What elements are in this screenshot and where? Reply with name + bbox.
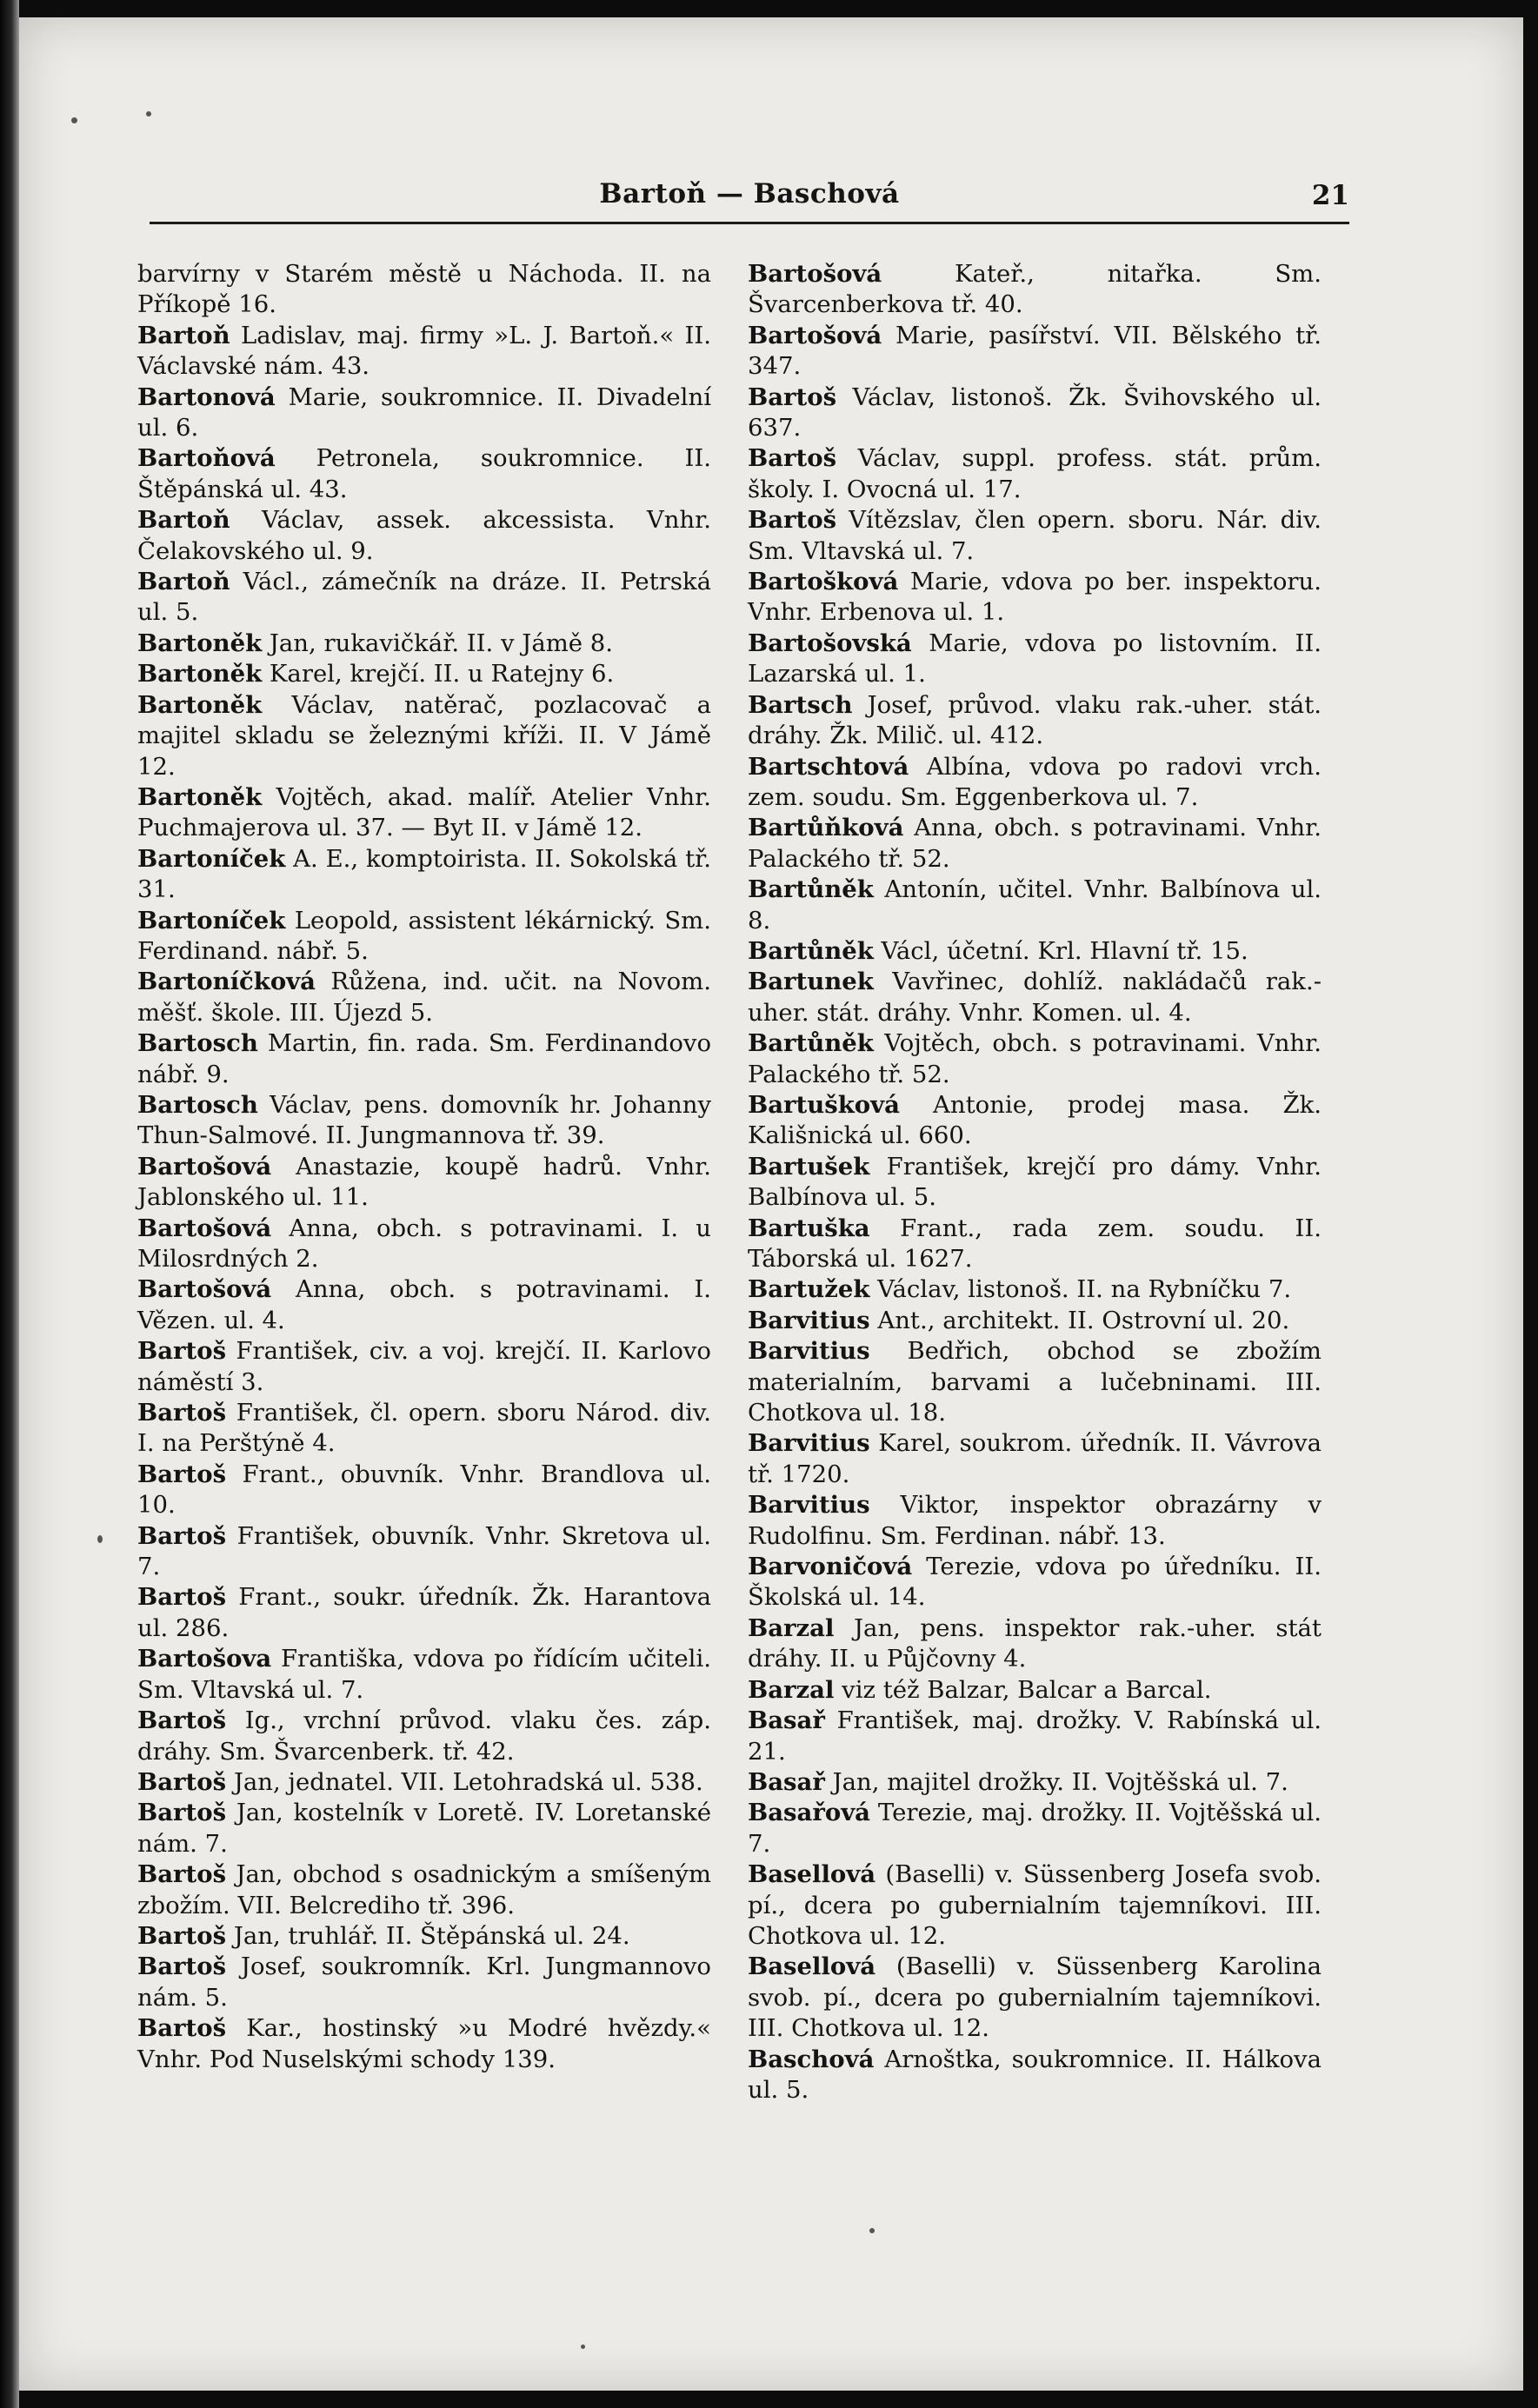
entry-surname: Bartoš bbox=[137, 2014, 227, 2043]
entry-surname: Bartoš bbox=[137, 1460, 227, 1488]
entry-surname: Bartoš bbox=[137, 1767, 227, 1796]
entry-surname: Barvitius bbox=[748, 1337, 870, 1366]
directory-entry bbox=[748, 1798, 1322, 1859]
entry-details: Antonie, prodej masa. Žk. Kališnická ul. 660. bbox=[748, 1090, 1322, 1150]
entry-surname: Bartoňová bbox=[137, 444, 276, 473]
entry-details: Karel, krejčí. II. u Ratejny 6. bbox=[262, 660, 615, 688]
entry-surname: Bartoníček bbox=[137, 844, 286, 873]
book-spine-shadow bbox=[0, 0, 19, 2408]
entry-surname: Bartůněk bbox=[748, 1029, 874, 1058]
directory-entry bbox=[137, 1460, 711, 1521]
entry-details: Arnoštka, soukromnice. II. Hálkova ul. 5. bbox=[748, 2045, 1322, 2104]
entry-details: Vavřinec, dohlíž. nakládačů rak.-uher. stát. dráhy. Vnhr. Komen. ul. 4. bbox=[748, 968, 1322, 1027]
entry-details: Leopold, assistent lékárnický. Sm. Ferdinand. nábř. 5. bbox=[137, 906, 711, 965]
entry-surname: Bartoš bbox=[137, 1337, 227, 1366]
entry-details: František, čl. opern. sboru Národ. div. I. na Perštýně 4. bbox=[137, 1399, 711, 1458]
entry-surname: Bartschtová bbox=[748, 752, 909, 781]
directory-entry bbox=[137, 629, 711, 659]
entry-surname: Bartsch bbox=[748, 690, 853, 719]
entry-surname: Bartoníčková bbox=[137, 968, 316, 996]
directory-entry bbox=[137, 1952, 711, 2013]
dust-speck bbox=[146, 111, 151, 116]
entry-surname: Bartušková bbox=[748, 1090, 900, 1119]
entry-surname: Basařová bbox=[748, 1799, 870, 1827]
entry-surname: Bartošová bbox=[748, 321, 882, 349]
directory-entry bbox=[137, 1214, 711, 1275]
entry-details: Václav, listonoš. Žk. Švihovského ul. 637. bbox=[748, 382, 1322, 442]
entry-surname: Bartoš bbox=[137, 1952, 227, 1981]
directory-entry bbox=[137, 2013, 711, 2075]
directory-entry bbox=[748, 321, 1322, 382]
entry-surname: Bartoš bbox=[137, 1921, 227, 1950]
entry-details: Kar., hostinský »u Modré hvězdy.« Vnhr. Pod Nuselskými schody 139. bbox=[137, 2014, 711, 2073]
directory-entry bbox=[137, 505, 711, 567]
directory-entry bbox=[748, 2045, 1322, 2106]
directory-entry bbox=[748, 1336, 1322, 1428]
entry-surname: Bartůněk bbox=[748, 875, 874, 904]
entry-details: Václ., zámečník na dráze. II. Petrská ul. 5. bbox=[137, 568, 711, 627]
entry-details: (Baselli) v. Süssenberg Josefa svob. pí., dcera po gubernialním tajemníkovi. III. Chotkova ul. 12. bbox=[748, 1860, 1322, 1950]
entry-details: Petronela, soukromnice. II. Štěpánská ul. 43. bbox=[137, 444, 711, 503]
entry-details: Viktor, inspektor obrazárny v Rudolfinu. Sm. Ferdinan. nábř. 13. bbox=[748, 1491, 1322, 1550]
entry-details: Antonín, učitel. Vnhr. Balbínova ul. 8. bbox=[748, 875, 1322, 935]
entry-surname: Bartušek bbox=[748, 1152, 870, 1181]
directory-entry bbox=[137, 1152, 711, 1214]
entry-surname: Bartužek bbox=[748, 1275, 870, 1304]
directory-entry bbox=[137, 1398, 711, 1460]
entry-surname: Bartoš bbox=[748, 382, 837, 411]
entry-surname: Bartoš bbox=[137, 1706, 227, 1735]
directory-entry bbox=[137, 782, 711, 844]
directory-entry bbox=[137, 321, 711, 382]
entry-details: Albína, vdova po radovi vrch. zem. soudu. Sm. Eggenberkova ul. 7. bbox=[748, 752, 1322, 811]
entry-surname: Bartoň bbox=[137, 506, 230, 535]
directory-entry bbox=[748, 1428, 1322, 1490]
directory-entry bbox=[137, 967, 711, 1028]
entry-details: Václav, pens. domovník hr. Johanny Thun-Salmové. II. Jungmannova tř. 39. bbox=[137, 1090, 711, 1150]
entry-details: Františka, vdova po řídícím učiteli. Sm. Vltavská ul. 7. bbox=[137, 1645, 711, 1704]
entry-surname: Bartůňková bbox=[748, 814, 904, 842]
entry-details: Václav, assek. akcessista. Vnhr. Čelakovského ul. 9. bbox=[137, 506, 711, 565]
directory-entry bbox=[137, 259, 711, 321]
dust-speck bbox=[869, 2228, 875, 2233]
directory-entry bbox=[748, 1552, 1322, 1613]
directory-entry bbox=[748, 813, 1322, 875]
entry-surname: Bartosch bbox=[137, 1090, 258, 1119]
entry-details: barvírny v Starém městě u Náchoda. II. na Příkopě 16. bbox=[137, 260, 711, 319]
page-header bbox=[150, 170, 1349, 224]
entry-details: Vojtěch, obch. s potravinami. Vnhr. Palackého tř. 52. bbox=[748, 1029, 1322, 1088]
entry-surname: Bartoš bbox=[748, 506, 837, 535]
entry-details: A. E., komptoirista. II. Sokolská tř. 31. bbox=[137, 844, 711, 904]
entry-details: Jan, obchod s osadnickým a smíšeným zbožím. VII. Belcrediho tř. 396. bbox=[137, 1860, 711, 1919]
entry-details: Anna, obch. s potravinami. I. Vězen. ul. 4. bbox=[137, 1275, 711, 1334]
directory-entry bbox=[748, 1706, 1322, 1767]
entry-details: Václav, listonoš. II. na Rybníčku 7. bbox=[869, 1275, 1292, 1304]
directory-entry bbox=[748, 1028, 1322, 1090]
page-number: 21 bbox=[1311, 180, 1349, 211]
entry-surname: Bartoň bbox=[137, 321, 230, 349]
entry-surname: Bartuška bbox=[748, 1214, 870, 1242]
directory-entry bbox=[748, 443, 1322, 505]
entry-surname: Barvitius bbox=[748, 1306, 870, 1334]
entry-details: František, krejčí pro dámy. Vnhr. Balbínova ul. 5. bbox=[748, 1152, 1322, 1212]
entry-surname: Bartoš bbox=[137, 1399, 227, 1427]
entry-surname: Bartošová bbox=[137, 1152, 272, 1181]
entry-surname: Bartoš bbox=[137, 1521, 227, 1550]
right-column bbox=[748, 259, 1322, 2105]
entry-details: Jan, pens. inspektor rak.-uher. stát dráhy. II. u Půjčovny 4. bbox=[748, 1613, 1322, 1673]
entry-details: viz též Balzar, Balcar a Barcal. bbox=[834, 1675, 1212, 1704]
entry-surname: Bartosch bbox=[137, 1029, 258, 1058]
entry-surname: Baschová bbox=[748, 2045, 875, 2073]
entry-surname: Bartoš bbox=[748, 444, 837, 473]
entry-details: František, obuvník. Vnhr. Skretova ul. 7. bbox=[137, 1521, 711, 1581]
entry-surname: Barzal bbox=[748, 1675, 835, 1704]
directory-entry bbox=[748, 1767, 1322, 1798]
directory-entry bbox=[748, 690, 1322, 752]
entry-details: Ig., vrchní průvod. vlaku čes. záp. dráhy. Sm. Švarcenberk. tř. 42. bbox=[137, 1706, 711, 1766]
entry-surname: Bartoněk bbox=[137, 690, 263, 719]
entry-details: Jan, truhlář. II. Štěpánská ul. 24. bbox=[226, 1921, 630, 1950]
directory-entry bbox=[748, 567, 1322, 629]
entry-details: Josef, průvod. vlaku rak.-uher. stát. dráhy. Žk. Milič. ul. 412. bbox=[748, 690, 1322, 750]
directory-entry bbox=[748, 936, 1322, 967]
entry-details: Frant., rada zem. soudu. II. Táborská ul. 1627. bbox=[748, 1214, 1322, 1273]
entry-details: Anna, obch. s potravinami. Vnhr. Palackého tř. 52. bbox=[748, 814, 1322, 873]
directory-entry bbox=[137, 1582, 711, 1644]
directory-entry bbox=[748, 259, 1322, 321]
entry-surname: Bartoň bbox=[137, 568, 230, 596]
directory-entry bbox=[748, 382, 1322, 444]
directory-entry bbox=[748, 1613, 1322, 1675]
directory-entry bbox=[748, 1152, 1322, 1214]
directory-entry bbox=[748, 875, 1322, 936]
directory-entry bbox=[748, 1090, 1322, 1152]
directory-entry bbox=[137, 1859, 711, 1921]
entry-details: Jan, kostelník v Loretě. IV. Loretanské nám. 7. bbox=[137, 1799, 711, 1858]
entry-details: Frant., soukr. úředník. Žk. Harantova ul. 286. bbox=[137, 1583, 711, 1642]
entry-details: Karel, soukrom. úředník. II. Vávrova tř. 1720. bbox=[748, 1429, 1322, 1488]
directory-entry bbox=[748, 629, 1322, 690]
entry-surname: Bartoněk bbox=[137, 629, 263, 657]
dust-speck bbox=[71, 117, 77, 123]
entry-details: Marie, soukromnice. II. Divadelní ul. 6. bbox=[137, 382, 711, 442]
entry-details: Jan, rukavičkář. II. v Jámě 8. bbox=[262, 629, 614, 657]
entry-surname: Bartoš bbox=[137, 1860, 227, 1889]
directory-entry bbox=[137, 1798, 711, 1859]
entry-surname: Bartunek bbox=[748, 968, 874, 996]
entry-details: Marie, vdova po listovním. II. Lazarská ul. 1. bbox=[748, 629, 1322, 688]
entry-details: Kateř., nitařka. Sm. Švarcenberkova tř. 40. bbox=[748, 260, 1322, 319]
directory-entry bbox=[748, 1859, 1322, 1952]
directory-entry bbox=[748, 752, 1322, 814]
dust-speck bbox=[581, 2345, 585, 2349]
directory-entry bbox=[137, 1336, 711, 1398]
entry-surname: Bartošova bbox=[137, 1645, 272, 1673]
entry-surname: Bartoněk bbox=[137, 660, 263, 688]
entry-surname: Bartošová bbox=[137, 1214, 272, 1242]
entry-surname: Bartoš bbox=[137, 1583, 227, 1612]
entry-details: Václav, natěrač, pozlacovač a majitel skladu se železnými kříži. II. V Jámě 12. bbox=[137, 690, 711, 781]
entry-details: Václ, účetní. Krl. Hlavní tř. 15. bbox=[873, 936, 1248, 965]
entry-details: Josef, soukromník. Krl. Jungmannovo nám. 5. bbox=[137, 1952, 711, 2012]
entry-details: Frant., obuvník. Vnhr. Brandlova ul. 10. bbox=[137, 1460, 711, 1520]
entry-surname: Barzal bbox=[748, 1613, 835, 1642]
directory-entry bbox=[748, 1675, 1322, 1706]
directory-entry bbox=[748, 1490, 1322, 1552]
directory-entry bbox=[137, 1706, 711, 1767]
directory-entry bbox=[748, 1306, 1322, 1336]
entry-details: Terezie, maj. drožky. II. Vojtěšská ul. 7. bbox=[748, 1799, 1322, 1858]
entry-details: Jan, jednatel. VII. Letohradská ul. 538. bbox=[226, 1767, 703, 1796]
directory-entry bbox=[137, 659, 711, 689]
directory-entry bbox=[137, 690, 711, 782]
directory-entry bbox=[137, 382, 711, 444]
entry-details: Anna, obch. s potravinami. I. u Milosrdných 2. bbox=[137, 1214, 711, 1273]
entry-details: Vojtěch, akad. malíř. Atelier Vnhr. Puchmajerova ul. 37. — Byt II. v Jámě 12. bbox=[137, 782, 711, 842]
entry-surname: Bartoníček bbox=[137, 906, 286, 935]
entry-details: Bedřich, obchod se zbožím materialním, barvami a lučebninami. III. Chotkova ul. 18. bbox=[748, 1337, 1322, 1427]
directory-entry bbox=[748, 1952, 1322, 2044]
entry-details: Martin, fin. rada. Sm. Ferdinandovo nábř. 9. bbox=[137, 1029, 711, 1088]
directory-entry bbox=[137, 1921, 711, 1952]
entry-surname: Basař bbox=[748, 1706, 825, 1735]
directory-entry bbox=[137, 567, 711, 629]
directory-entry bbox=[137, 844, 711, 906]
directory-entry bbox=[137, 1644, 711, 1706]
entry-surname: Bartoš bbox=[137, 1799, 227, 1827]
entry-surname: Barvoničová bbox=[748, 1553, 913, 1581]
directory-entry bbox=[137, 1090, 711, 1152]
left-column bbox=[137, 259, 711, 2075]
entry-details: Ant., architekt. II. Ostrovní ul. 20. bbox=[869, 1306, 1290, 1334]
directory-entry bbox=[137, 906, 711, 968]
entry-surname: Bartůněk bbox=[748, 936, 874, 965]
directory-entry bbox=[137, 1274, 711, 1336]
entry-surname: Bartošová bbox=[137, 1275, 272, 1304]
entry-details: Ladislav, maj. firmy »L. J. Bartoň.« II. Václavské nám. 43. bbox=[137, 321, 711, 381]
directory-entry bbox=[137, 1028, 711, 1090]
entry-surname: Bartošovská bbox=[748, 629, 912, 657]
entry-details: Růžena, ind. učit. na Novom. měšť. škole. III. Újezd 5. bbox=[137, 968, 711, 1027]
running-head: Bartoň — Baschová bbox=[599, 178, 900, 210]
entry-details: Václav, suppl. profess. stát. prům. školy. I. Ovocná ul. 17. bbox=[748, 444, 1322, 503]
entry-surname: Basař bbox=[748, 1767, 825, 1796]
directory-entry bbox=[137, 1767, 711, 1798]
directory-entry bbox=[748, 1214, 1322, 1275]
entry-surname: Basellová bbox=[748, 1952, 876, 1981]
entry-surname: Bartošková bbox=[748, 568, 899, 596]
entry-details: Marie, vdova po ber. inspektoru. Vnhr. Erbenova ul. 1. bbox=[748, 568, 1322, 627]
entry-details: Jan, majitel drožky. II. Vojtěšská ul. 7. bbox=[824, 1767, 1288, 1796]
directory-entry bbox=[748, 1274, 1322, 1305]
entry-details: František, maj. drožky. V. Rabínská ul. 21. bbox=[748, 1706, 1322, 1766]
entry-details: Terezie, vdova po úředníku. II. Školská ul. 14. bbox=[748, 1553, 1322, 1612]
directory-entry bbox=[748, 505, 1322, 567]
dust-speck bbox=[97, 1535, 103, 1543]
entry-surname: Barvitius bbox=[748, 1491, 870, 1520]
entry-details: Vítězslav, člen opern. sboru. Nár. div. Sm. Vltavská ul. 7. bbox=[748, 506, 1322, 565]
directory-entry bbox=[137, 1521, 711, 1583]
entry-details: František, civ. a voj. krejčí. II. Karlovo náměstí 3. bbox=[137, 1337, 711, 1396]
entry-surname: Basellová bbox=[748, 1860, 876, 1889]
entry-details: Anastazie, koupě hadrů. Vnhr. Jablonského ul. 11. bbox=[137, 1152, 711, 1212]
entry-surname: Bartošová bbox=[748, 260, 882, 288]
entry-surname: Bartoněk bbox=[137, 782, 263, 811]
entry-details: (Baselli) v. Süssenberg Karolina svob. pí., dcera po gubernialním tajemníkovi. III. Chotkova ul. 12. bbox=[748, 1952, 1322, 2043]
entry-surname: Barvitius bbox=[748, 1429, 870, 1458]
entry-details: Marie, pasířství. VII. Bělského tř. 347. bbox=[748, 321, 1322, 381]
entry-surname: Bartonová bbox=[137, 382, 276, 411]
directory-entry bbox=[137, 443, 711, 505]
directory-entry bbox=[748, 967, 1322, 1028]
